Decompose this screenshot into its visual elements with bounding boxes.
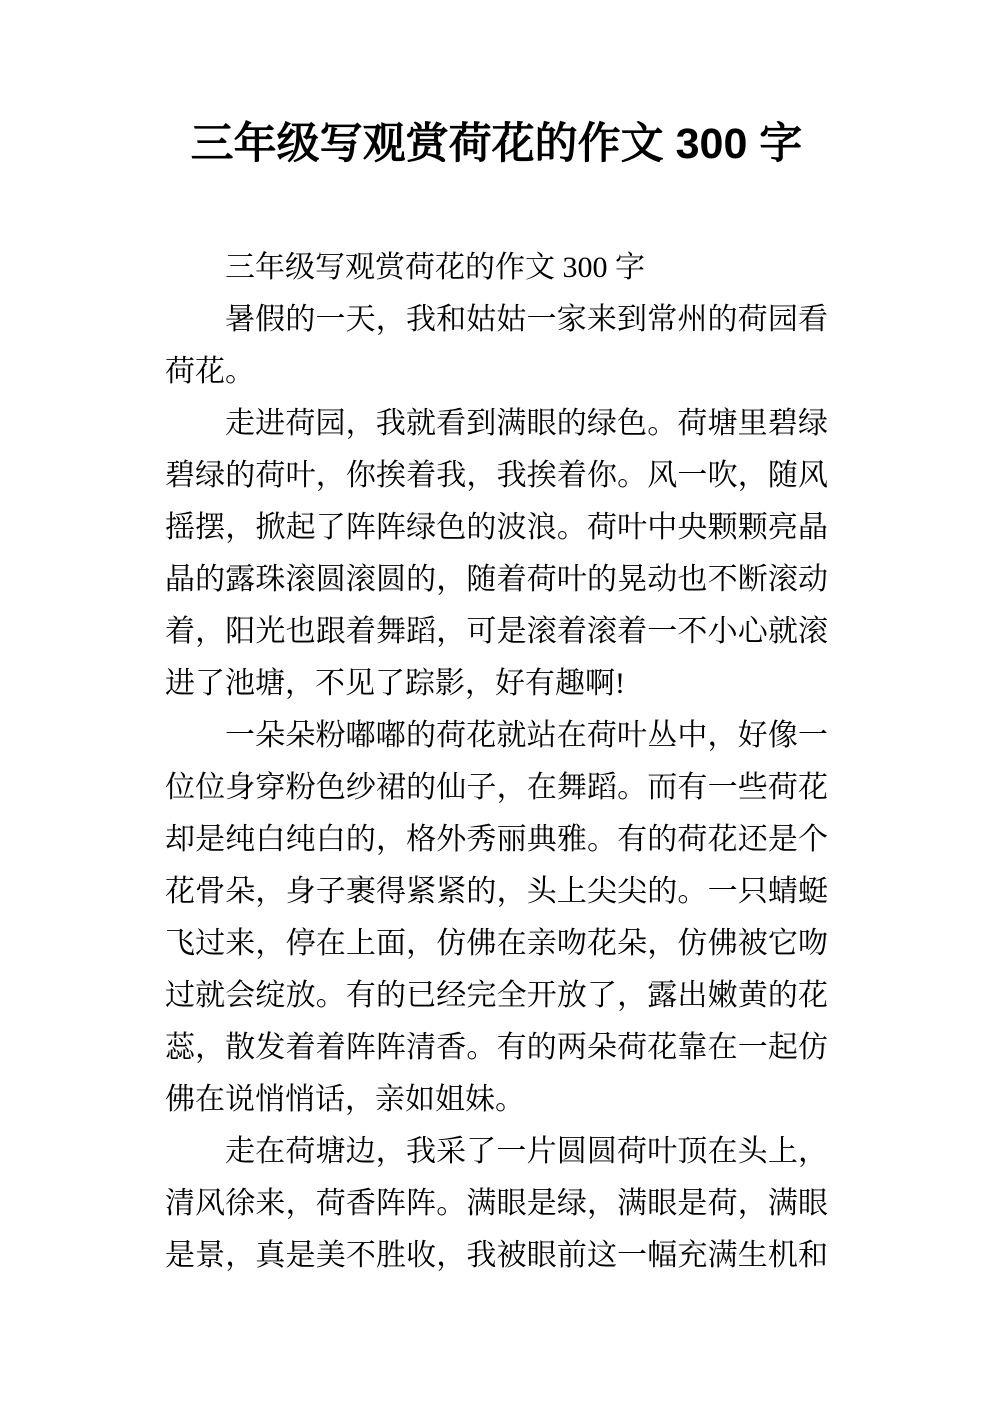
paragraph xyxy=(165,242,828,294)
text-line: 荷花。 xyxy=(165,355,255,388)
text-line: 清风徐来，荷香阵阵。满眼是绿，满眼是荷，满眼 xyxy=(165,1187,828,1220)
text-line: 飞过来，停在上面，仿佛在亲吻花朵，仿佛被它吻 xyxy=(165,927,828,960)
text-line: 是景，真是美不胜收，我被眼前这一幅充满生机和 xyxy=(165,1239,828,1272)
text-line: 过就会绽放。有的已经完全开放了，露出嫩黄的花 xyxy=(165,979,828,1012)
text-line: 一朵朵粉嘟嘟的荷花就站在荷叶丛中，好像一 xyxy=(225,719,828,752)
text-line: 摇摆，掀起了阵阵绿色的波浪。荷叶中央颗颗亮晶 xyxy=(165,511,828,544)
text-line: 着，阳光也跟着舞蹈，可是滚着滚着一不小心就滚 xyxy=(165,615,828,648)
paragraph xyxy=(165,1126,828,1282)
text-line: 却是纯白纯白的，格外秀丽典雅。有的荷花还是个 xyxy=(165,823,828,856)
paragraph xyxy=(165,398,828,710)
paragraph xyxy=(165,710,828,1126)
text-line: 蕊，散发着着阵阵清香。有的两朵荷花靠在一起仿 xyxy=(165,1031,828,1064)
text-line: 晶的露珠滚圆滚圆的，随着荷叶的晃动也不断滚动 xyxy=(165,563,828,596)
text-line: 位位身穿粉色纱裙的仙子，在舞蹈。而有一些荷花 xyxy=(165,771,828,804)
text-line: 佛在说悄悄话，亲如姐妹。 xyxy=(165,1083,525,1116)
document-title: 三年级写观赏荷花的作文 300 字 xyxy=(190,120,803,168)
text-line: 花骨朵，身子裹得紧紧的，头上尖尖的。一只蜻蜓 xyxy=(165,875,828,908)
text-line: 走进荷园，我就看到满眼的绿色。荷塘里碧绿 xyxy=(225,407,828,440)
text-line: 暑假的一天，我和姑姑一家来到常州的荷园看 xyxy=(225,303,828,336)
document-body xyxy=(165,242,828,1282)
paragraph xyxy=(165,294,828,398)
text-line: 三年级写观赏荷花的作文 300 字 xyxy=(225,251,645,284)
text-line: 碧绿的荷叶，你挨着我，我挨着你。风一吹，随风 xyxy=(165,459,828,492)
text-line: 走在荷塘边，我采了一片圆圆荷叶顶在头上， xyxy=(225,1135,828,1168)
text-line: 进了池塘，不见了踪影，好有趣啊! xyxy=(165,667,625,700)
